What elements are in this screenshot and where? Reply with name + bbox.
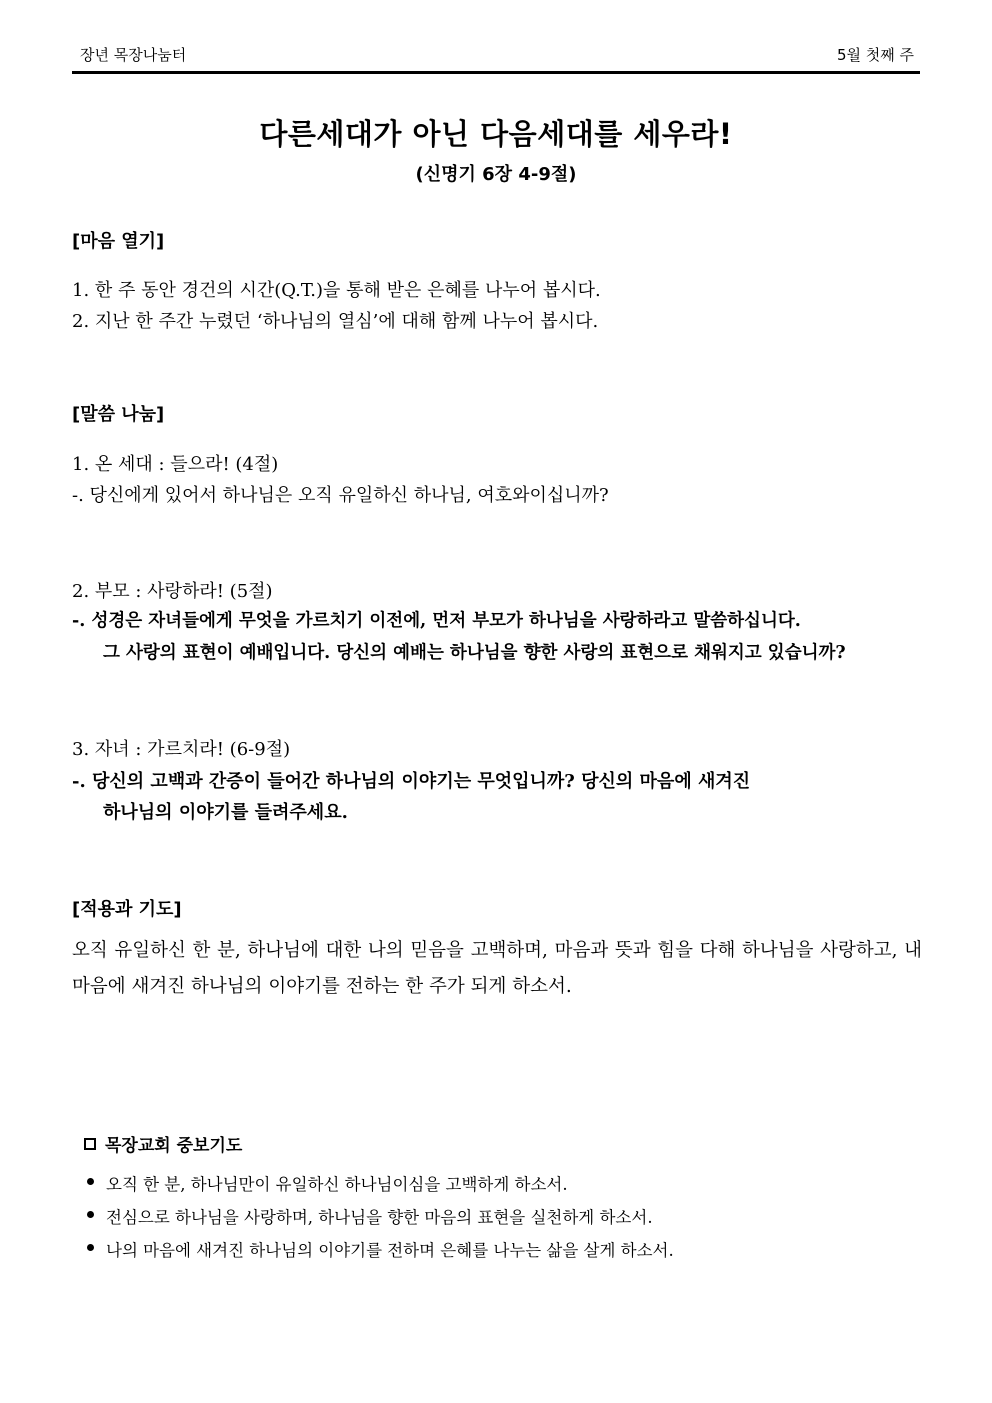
point-2-title: 2. 부모 : 사랑하라! (5절) (72, 581, 273, 602)
document-title: 다른세대가 아닌 다음세대를 세우라! (259, 117, 733, 151)
word-heading: [말씀 나눔] (72, 404, 165, 425)
header-week: 5월 첫째 주 (836, 46, 914, 64)
list-item (84, 1171, 914, 1204)
point-3-title: 3. 자녀 : 가르치라! (6-9절) (72, 739, 291, 760)
intercession-item-text: 전심으로 하나님을 사랑하며, 하나님을 향한 마음의 표현을 실천하게 하소서. (106, 1208, 653, 1227)
application-prayer-text: 오직 유일하신 한 분, 하나님에 대한 나의 믿음을 고백하며, 마음과 뜻과 힘을 다해 하나님을 사랑하고, 내 마음에 새겨진 하나님의 이야기를 전하는 한 주가 되게 하소서. (72, 940, 922, 997)
point-2-question-line-1: -. 성경은 자녀들에게 무엇을 가르치기 이전에, 먼저 부모가 하나님을 사랑하라고 말씀하십니다. (72, 611, 801, 631)
opening-item-2: 2. 지난 한 주간 누렸던 ‘하나님의 열심’에 대해 함께 나누어 봅시다. (72, 311, 599, 332)
list-item (84, 1204, 914, 1237)
intercession-item-text: 오직 한 분, 하나님만이 유일하신 하나님이심을 고백하게 하소서. (106, 1175, 568, 1194)
application-heading: [적용과 기도] (72, 899, 182, 920)
point-3-question-line-2: 하나님의 이야기를 들려주세요. (103, 802, 348, 823)
point-1-title: 1. 온 세대 : 들으라! (4절) (72, 454, 279, 475)
intercession-heading-label: 목장교회 중보기도 (105, 1136, 243, 1156)
header-divider (72, 71, 920, 74)
scripture-reference: (신명기 6장 4-9절) (415, 164, 577, 185)
intercession-list (84, 1171, 914, 1270)
point-1-question: -. 당신에게 있어서 하나님은 오직 유일하신 하나님, 여호와이십니까? (72, 485, 609, 506)
bullet-icon (87, 1244, 94, 1251)
checkbox-icon (84, 1138, 96, 1150)
opening-heading: [마음 열기] (72, 231, 165, 252)
bullet-icon (87, 1178, 94, 1185)
opening-item-1: 1. 한 주 동안 경건의 시간(Q.T.)을 통해 받은 은혜를 나누어 봅시다. (72, 280, 601, 301)
page-header (72, 44, 920, 68)
point-3-question-line-1: -. 당신의 고백과 간증이 들어간 하나님의 이야기는 무엇입니까? 당신의 마음에 새겨진 (72, 771, 751, 792)
header-group-name: 장년 목장나눔터 (80, 46, 187, 64)
intercession-item-text: 나의 마음에 새겨진 하나님의 이야기를 전하며 은혜를 나누는 삶을 살게 하소서. (106, 1241, 674, 1260)
point-2-question-line-2: 그 사랑의 표현이 예배입니다. 당신의 예배는 하나님을 향한 사랑의 표현으로 채워지고 있습니까? (103, 643, 846, 663)
intercession-heading (84, 1131, 242, 1156)
list-item (84, 1237, 914, 1270)
bullet-icon (87, 1211, 94, 1218)
